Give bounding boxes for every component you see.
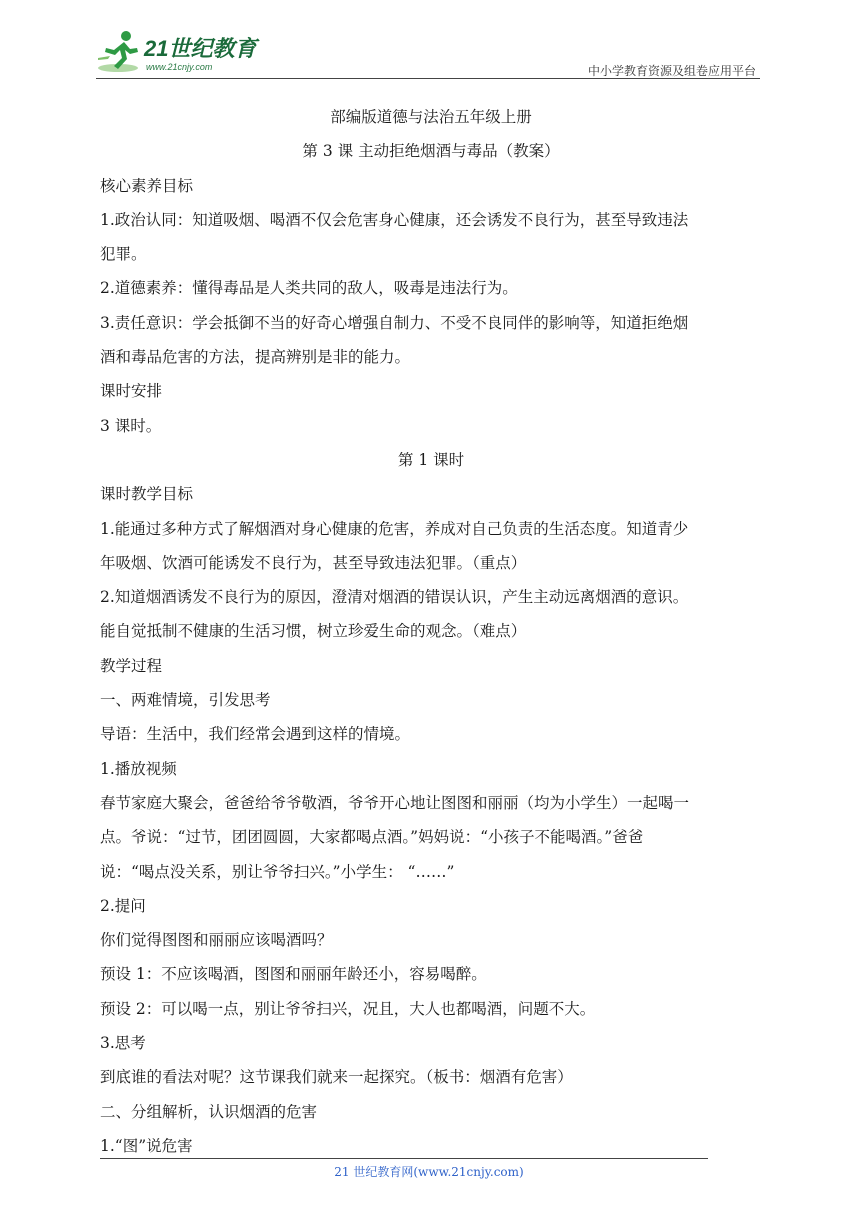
paragraph-line: 犯罪。: [100, 245, 147, 264]
paragraph-line: 预设 2：可以喝一点，别让爷爷扫兴，况且，大人也都喝酒，问题不大。: [100, 999, 596, 1018]
paragraph-line: 说：“喝点没关系，别让爷爷扫兴。”小学生： “……”: [100, 862, 455, 881]
header-divider: [96, 78, 760, 79]
section-heading: 课时教学目标: [100, 485, 194, 504]
paragraph-line: 年吸烟、饮酒可能诱发不良行为，甚至导致违法犯罪。（重点）: [100, 553, 527, 572]
paragraph-line: 2.提问: [100, 896, 146, 915]
paragraph-line: 能自觉抵制不健康的生活习惯，树立珍爱生命的观念。（难点）: [100, 622, 527, 641]
paragraph-line: 1.能通过多种方式了解烟酒对身心健康的危害，养成对自己负责的生活态度。知道青少: [100, 519, 689, 538]
paragraph-line: 3 课时。: [100, 416, 162, 435]
paragraph-line: 酒和毒品危害的方法，提高辨别是非的能力。: [100, 348, 411, 367]
logo: [96, 28, 266, 78]
footer-link[interactable]: 21 世纪教育网(www.21cnjy.com): [334, 1165, 524, 1179]
runner-logo-icon: [96, 28, 144, 76]
paragraph-line: 2.知道烟酒诱发不良行为的原因，澄清对烟酒的错误认识，产生主动远离烟酒的意识。: [100, 588, 689, 607]
logo-text: 21世纪教育: [144, 36, 257, 61]
document-title: 第 3 课 主动拒绝烟酒与毒品（教案）: [302, 142, 560, 161]
paragraph-line: 3.思考: [100, 1034, 146, 1053]
paragraph-line: 到底谁的看法对呢？这节课我们就来一起探究。（板书：烟酒有危害）: [100, 1068, 573, 1087]
document-body: [100, 100, 762, 1163]
section-heading: 教学过程: [100, 656, 163, 675]
paragraph-line: 一、两难情境，引发思考: [100, 691, 271, 710]
paragraph-line: 1.播放视频: [100, 759, 177, 778]
paragraph-line: 预设 1：不应该喝酒，图图和丽丽年龄还小，容易喝醉。: [100, 965, 487, 984]
paragraph-line: 你们觉得图图和丽丽应该喝酒吗？: [100, 931, 333, 950]
logo-url: www.21cnjy.com: [146, 62, 213, 72]
footer-divider: [100, 1158, 708, 1159]
paragraph-line: 二、分组解析，认识烟酒的危害: [100, 1102, 318, 1121]
page-header: [96, 28, 760, 80]
paragraph-line: 导语：生活中，我们经常会遇到这样的情境。: [100, 725, 411, 744]
section-heading: 核心素养目标: [100, 176, 194, 195]
document-subtitle: 部编版道德与法治五年级上册: [330, 108, 532, 126]
paragraph-line: 2.道德素养：懂得毒品是人类共同的敌人，吸毒是违法行为。: [100, 279, 518, 298]
platform-title: 中小学教育资源及组卷应用平台: [587, 64, 756, 78]
paragraph-line: 春节家庭大聚会，爸爸给爷爷敬酒，爷爷开心地让图图和丽丽（均为小学生）一起喝一: [100, 793, 690, 812]
lesson-heading: 第 1 课时: [397, 450, 465, 469]
section-heading: 课时安排: [100, 382, 163, 401]
paragraph-line: 1.政治认同：知道吸烟、喝酒不仅会危害身心健康，还会诱发不良行为，甚至导致违法: [100, 210, 689, 229]
paragraph-line: 3.责任意识：学会抵御不当的好奇心增强自制力、不受不良同伴的影响等，知道拒绝烟: [100, 313, 689, 332]
paragraph-line: 1.“图”说危害: [100, 1136, 193, 1155]
paragraph-line: 点。爷说：“过节，团团圆圆，大家都喝点酒。”妈妈说：“小孩子不能喝酒。”爸爸: [100, 828, 644, 847]
